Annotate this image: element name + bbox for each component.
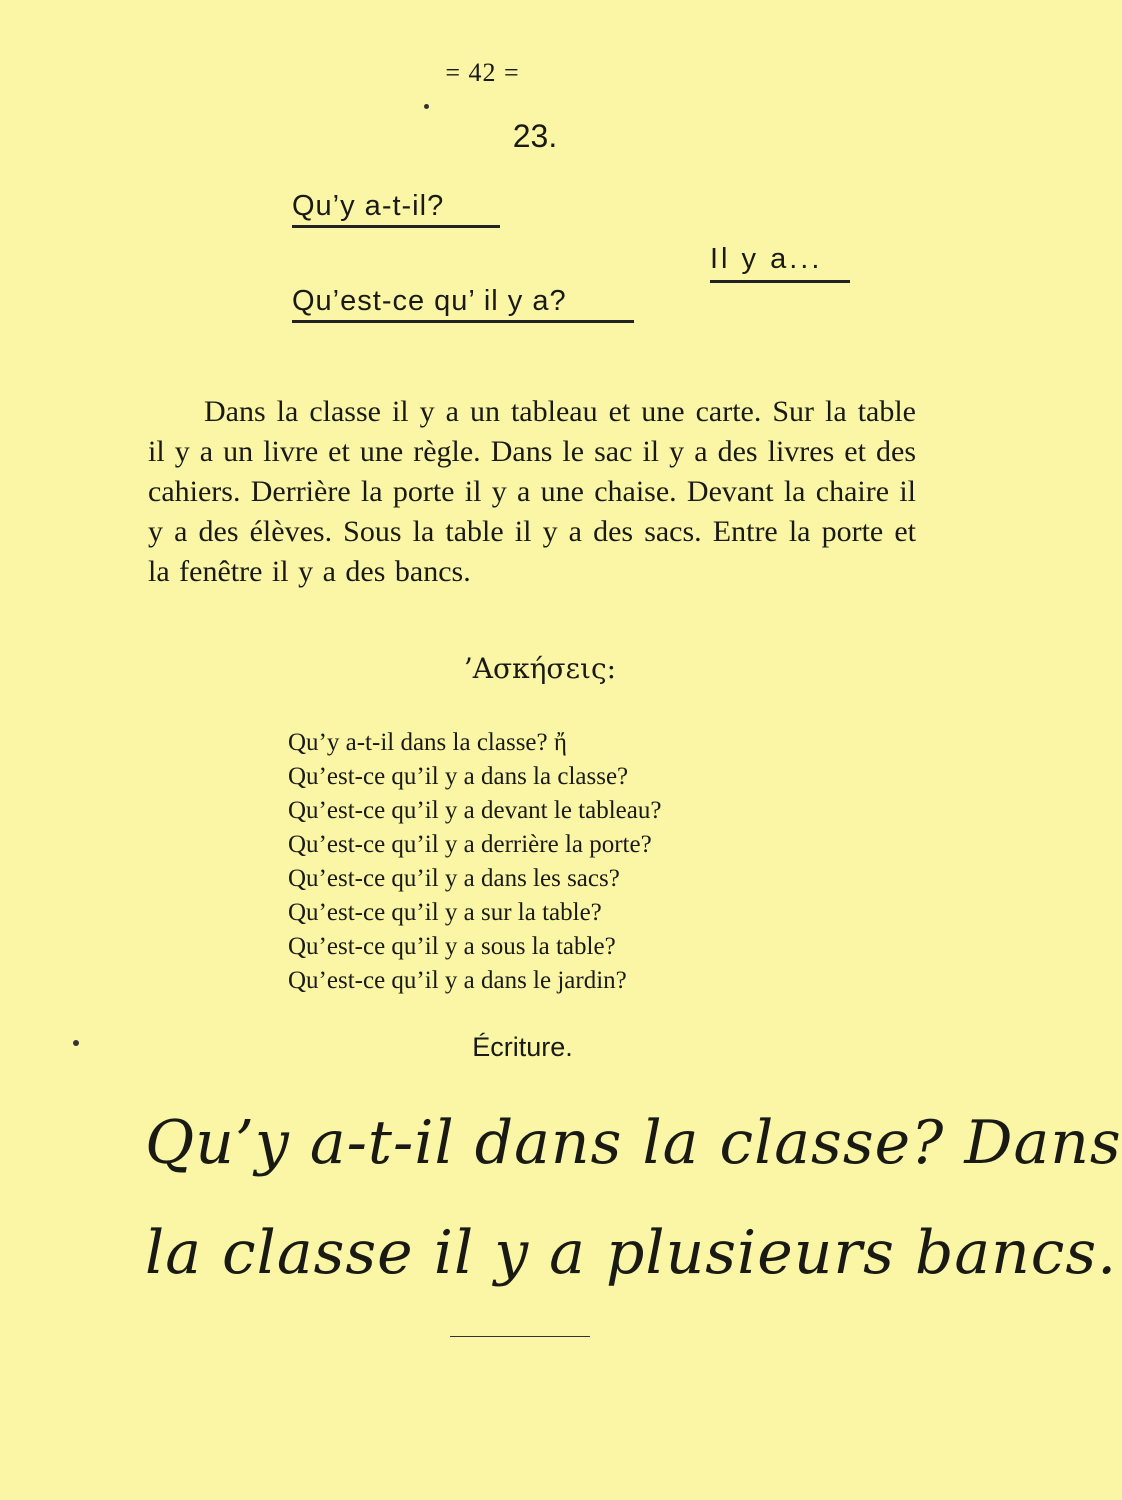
exercise-question: Qu’est-ce qu’il y a dans les sacs? (288, 865, 620, 892)
exercise-question: Qu’est-ce qu’il y a dans le jardin? (288, 967, 627, 994)
heading-question-1: Qu’y a-t-il? (292, 190, 500, 228)
exercise-question: Qu’est-ce qu’il y a dans la classe? (288, 763, 629, 790)
exercise-question: Qu’est-ce qu’il y a sur la table? (288, 899, 602, 926)
ink-speck (424, 104, 429, 109)
exercise-question: Qu’est-ce qu’il y a derrière la porte? (288, 831, 652, 858)
heading-question-2: Qu’est-ce qu’ il y a? (292, 285, 634, 323)
exercise-question: Qu’est-ce qu’il y a devant le tableau? (288, 797, 662, 824)
exercises-title: ’Ασκήσεις: (463, 652, 617, 685)
exercise-question-list (288, 726, 848, 998)
handwriting-line-2: la classe il y a plusieurs bancs. (145, 1218, 1118, 1288)
end-divider (450, 1336, 590, 1337)
exercise-question: Qu’est-ce qu’il y a sous la table? (288, 933, 616, 960)
exercise-question: Qu’y a-t-il dans la classe? ἤ (288, 729, 567, 756)
reading-paragraph: Dans la classe il y a un tableau et une carte. Sur la table il y a un livre et une règle. Dans le sac il y a des livres et des cahiers. Derrière la porte il y a une chaise. Devant la chaire il y a des élèves. Sous la table il y a des sacs. Entre la porte et la fenêtre il y a des bancs. (148, 395, 916, 588)
handwriting-line-1: Qu’y a-t-il dans la classe? Dans (145, 1108, 1122, 1178)
writing-title: Écriture. (472, 1032, 573, 1062)
heading-answer: Il y a... (710, 243, 850, 283)
ink-speck (73, 1040, 79, 1046)
lesson-number: 23. (512, 118, 558, 154)
page-number: = 42 = (445, 58, 520, 87)
